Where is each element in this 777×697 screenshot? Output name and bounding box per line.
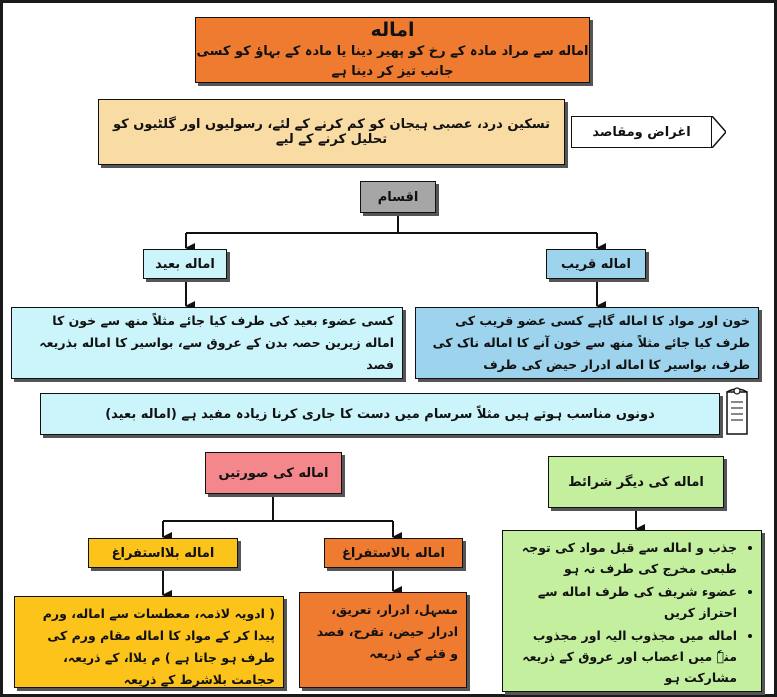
purposes-text-box bbox=[98, 99, 565, 165]
forms-box bbox=[205, 452, 342, 494]
with-evacuation-box bbox=[324, 538, 463, 568]
far-label: اماله بعید bbox=[155, 256, 215, 272]
conditions-box bbox=[548, 456, 724, 508]
both-note-box bbox=[40, 393, 720, 435]
purposes-text: تسکین درد، عصبی ہیجان کو کم کرنے کے لئے، رسولیوں اور گلٹیوں کو تحلیل کرنے کے لیے bbox=[112, 117, 550, 147]
pointer-arrow-icon bbox=[712, 116, 726, 148]
title-heading: اماله bbox=[370, 19, 415, 41]
condition-item: • عضوء شریف کی طرف اماله سے احتراز کریں bbox=[511, 581, 737, 623]
purposes-label-box bbox=[571, 116, 712, 148]
without-evacuation-label: اماله بلااستفراغ bbox=[111, 545, 215, 561]
conditions-list bbox=[511, 537, 753, 690]
title-definition: اماله سے مراد مادہ کے رخ کو پھیر دینا یا مادہ کے بہاؤ کو کسی جانب تیز کر دینا ہے bbox=[196, 44, 589, 79]
conditions-label: اماله کی دیگر شرائط bbox=[568, 474, 704, 490]
far-description-box bbox=[11, 307, 403, 379]
far-description: کسی عضوء بعید کی طرف کیا جائے مثلاً منھ سے خون کا اماله زیرین حصہ بدن کے عروق سے، بواسیر کا اماله بذریعہ فصد bbox=[39, 313, 394, 372]
with-evacuation-description-box bbox=[299, 592, 467, 688]
conditions-list-box bbox=[502, 530, 762, 692]
purposes-label: اغراض ومقاصد bbox=[592, 124, 691, 140]
both-note: دونوں مناسب ہوتے ہیں مثلاً سرسام میں دست کا جاری کرنا زیادہ مفید ہے (اماله بعید) bbox=[105, 406, 655, 422]
title-box bbox=[195, 17, 590, 83]
without-evacuation-box bbox=[88, 538, 238, 568]
scroll-icon bbox=[724, 386, 752, 438]
with-evacuation-description: مسہل، ادرار، تعریق، ادرار حیض، تقرح، فصد و قئے کے ذریعہ bbox=[316, 602, 458, 661]
diagram-canvas bbox=[3, 3, 774, 694]
condition-item: • جذب و اماله سے قبل مواد کی توجہ طبعی مخرج کی طرف نہ ہو bbox=[511, 537, 737, 579]
forms-label: اماله کی صورتیں bbox=[218, 465, 329, 481]
with-evacuation-label: اماله بالاستفراغ bbox=[342, 545, 445, 561]
near-box bbox=[546, 249, 646, 279]
near-label: اماله قریب bbox=[561, 256, 631, 272]
types-box bbox=[360, 181, 436, 213]
far-box bbox=[143, 249, 227, 279]
near-description-box bbox=[415, 307, 759, 379]
without-evacuation-description: ( ادویہ لاذمہ، معطسات سے اماله، ورم پیدا کر کے مواد کا اماله مقام ورم کی طرف ہو جاتا ہے ) م یلاا، کے ذریعہ، حجامت بلاشرط کے ذریعہ bbox=[42, 606, 275, 687]
without-evacuation-description-box bbox=[14, 596, 284, 688]
types-label: اقسام bbox=[377, 189, 419, 205]
near-description: خون اور مواد کا اماله گاہے کسی عضو قریب کی طرف کیا جائے مثلاً منھ سے خون آنے کا اماله ناک کی طرف، بواسیر کا اماله ادرار حیض کی طرف bbox=[432, 313, 750, 372]
condition-item: • اماله میں مجذوب الیہ اور مجذوب منہٗ میں اعصاب اور عروق کے ذریعہ مشارکت ہو bbox=[511, 625, 737, 688]
